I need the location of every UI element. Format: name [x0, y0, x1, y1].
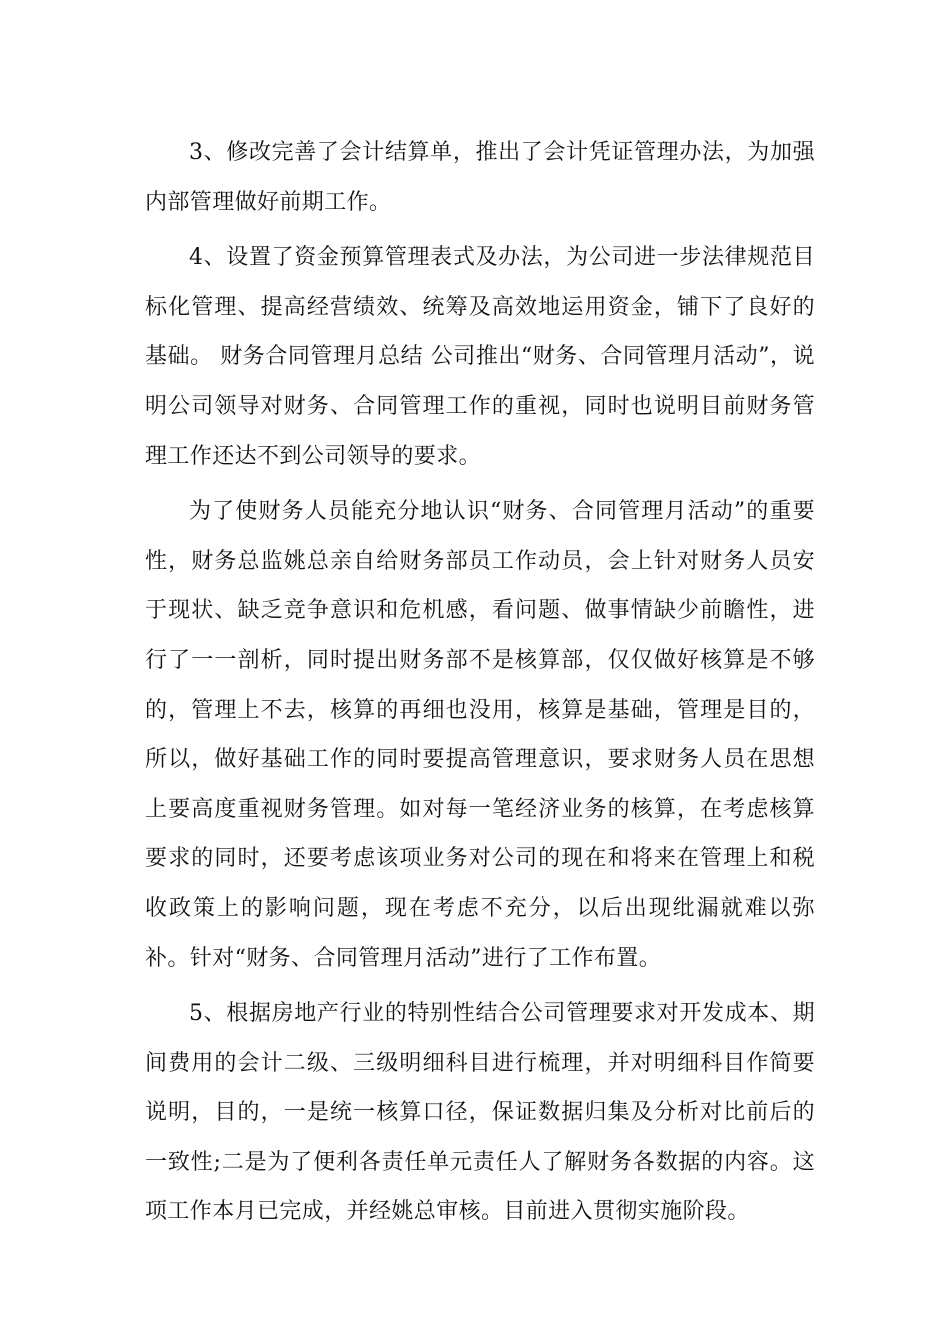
paragraph-4: 5、根据房地产行业的特别性结合公司管理要求对开发成本、期间费用的会计二级、三级明细科目进行梳理，并对明细科目作简要说明，目的，一是统一核算口径，保证数据归集及分析对比前后的一致性;二是为了便利各责任单元责任人了解财务各数据的内容。这项工作本月已完成，并经姚总审核。目前进入贯彻实施阶段。 — [145, 1001, 815, 1225]
paragraph-2: 4、设置了资金预算管理表式及办法，为公司进一步法律规范目标化管理、提高经营绩效、统筹及高效地运用资金，铺下了良好的基础。 财务合同管理月总结 公司推出“财务、合同管理月活动”，说明公司领导对财务、合同管理工作的重视，同时也说明目前财务管理工作还达不到公司领导的要求。 — [145, 245, 815, 469]
paragraph-3: 为了使财务人员能充分地认识“财务、合同管理月活动”的重要性，财务总监姚总亲自给财务部员工作动员，会上针对财务人员安于现状、缺乏竞争意识和危机感，看问题、做事情缺少前瞻性，进行了一一剖析，同时提出财务部不是核算部，仅仅做好核算是不够的，管理上不去，核算的再细也没用，核算是基础，管理是目的，所以，做好基础工作的同时要提高管理意识，要求财务人员在思想上要高度重视财务管理。如对每一笔经济业务的核算，在考虑核算要求的同时，还要考虑该项业务对公司的现在和将来在管理上和税收政策上的影响问题，现在考虑不充分，以后出现纰漏就难以弥补。针对“财务、合同管理月活动”进行了工作布置。 — [145, 499, 815, 971]
paragraph-1: 3、修改完善了会计结算单，推出了会计凭证管理办法，为加强内部管理做好前期工作。 — [145, 140, 815, 215]
document-body — [145, 128, 815, 1243]
